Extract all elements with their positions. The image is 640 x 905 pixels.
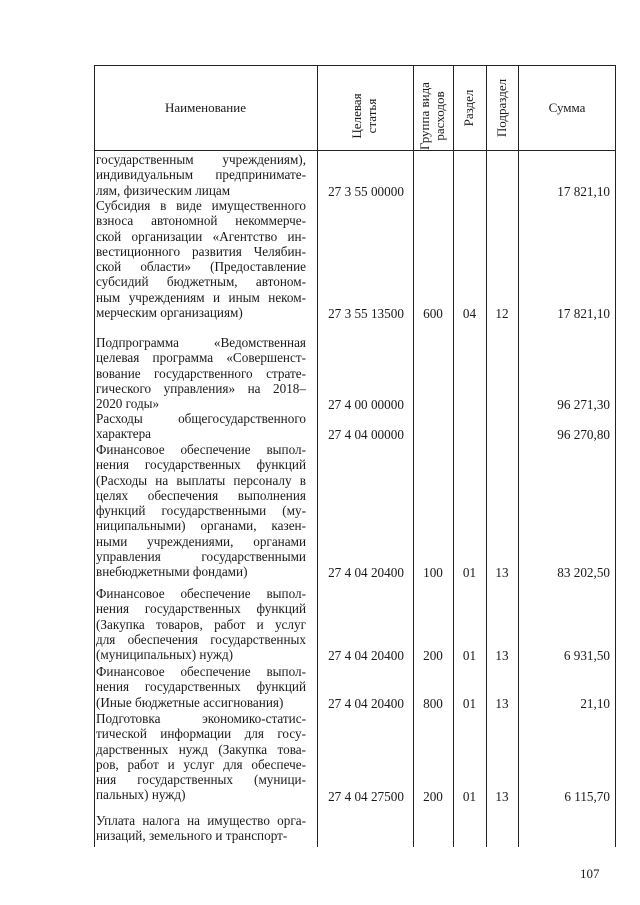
row-name-line: для обеспечения государственных [96, 631, 306, 647]
row-sum: 17 821,10 [557, 183, 610, 199]
row-name-line: мерческим организациям) [96, 305, 243, 321]
row-section: 01 [462, 648, 477, 664]
row-name [96, 586, 306, 662]
row-target-article: 27 4 04 20400 [328, 565, 404, 581]
row-name-line: управления государственными [96, 549, 306, 565]
row-expense-group: 200 [423, 788, 443, 804]
header-section: Раздел [461, 89, 476, 127]
row-name-line: субсидий бюджетным, автоном- [96, 274, 306, 290]
row-subsection: 13 [495, 695, 509, 711]
row-name [96, 152, 306, 198]
row-name-line: индивидуальным предпринимате- [96, 167, 306, 183]
header-name: Наименование [165, 100, 246, 115]
row-sum: 17 821,10 [557, 306, 610, 322]
row-name-line: нения государственных функций [96, 679, 306, 695]
row-name-line: Субсидия в виде имущественного [96, 198, 306, 213]
row-name-line: нения государственных функций [96, 601, 306, 617]
row-section: 01 [462, 695, 477, 711]
row-name-line: лям, физическим лицам [96, 182, 231, 198]
column-divider [317, 65, 318, 847]
row-name-line: Подпрограмма «Ведомственная [96, 335, 306, 350]
row-section: 01 [462, 565, 477, 581]
row-name [96, 813, 306, 844]
page-number: 107 [580, 866, 600, 881]
row-target-article: 27 3 55 13500 [328, 306, 404, 322]
row-subsection: 13 [495, 648, 509, 664]
row-sum: 83 202,50 [557, 565, 610, 581]
row-name-line: 2020 годы» [96, 396, 160, 412]
row-name [96, 198, 306, 320]
row-expense-group: 200 [423, 648, 443, 664]
row-name-line: ными учреждениями, органами [96, 533, 306, 549]
header-expense-group-line2: расходов [432, 91, 447, 141]
header-subsection: Подраздел [494, 78, 509, 138]
row-name-line: ным учреждениям и иным неком- [96, 289, 306, 305]
row-name [96, 664, 306, 710]
row-name-line: ской области» (Предоставление [96, 259, 306, 275]
row-name [96, 711, 306, 803]
row-name [96, 335, 306, 411]
row-name-line: ния государственных (муници- [96, 772, 306, 788]
row-target-article: 27 4 04 20400 [328, 648, 404, 664]
row-name-line: Финансовое обеспечение выпол- [96, 442, 306, 457]
row-subsection: 12 [495, 306, 509, 322]
row-name-line: целевая программа «Совершенст- [96, 350, 306, 366]
row-name-line: Уплата налога на имущество орга- [96, 813, 306, 828]
row-target-article: 27 4 04 00000 [328, 427, 404, 443]
row-name-line: низаций, земельного и транспорт- [96, 828, 288, 844]
row-name-line: Подготовка экономико-статис- [96, 711, 306, 726]
row-name-line: вование государственного страте- [96, 365, 306, 381]
row-name-line: нения государственных функций [96, 457, 306, 473]
header-target-article [349, 76, 381, 156]
row-name [96, 442, 306, 580]
row-target-article: 27 3 55 00000 [328, 183, 404, 199]
row-sum: 6 115,70 [564, 788, 610, 804]
column-divider [518, 65, 519, 847]
header-expense-group-line1: Группа вида [417, 82, 432, 150]
row-name-line: Расходы общегосударственного [96, 411, 306, 426]
header-target-article-line2: статья [364, 98, 379, 134]
row-expense-group: 600 [423, 306, 443, 322]
row-name-line: ниципальными) органами, казен- [96, 518, 306, 534]
row-sum: 21,10 [580, 695, 610, 711]
row-sum: 96 271,30 [557, 397, 610, 413]
row-expense-group: 100 [423, 565, 443, 581]
row-name-line: Финансовое обеспечение выпол- [96, 664, 306, 679]
row-name-line: дарственных нужд (Закупка това- [96, 741, 306, 757]
row-expense-group: 800 [423, 695, 443, 711]
row-name-line: (Закупка товаров, работ и услуг [96, 616, 306, 632]
column-divider [486, 65, 487, 847]
row-name-line: внебюджетными фондами) [96, 564, 248, 580]
row-section: 04 [462, 306, 477, 322]
row-name-line: (муниципальных) нужд) [96, 647, 234, 663]
row-subsection: 13 [495, 788, 509, 804]
row-name-line: ров, работ и услуг для обеспече- [96, 756, 306, 772]
row-section: 01 [462, 788, 477, 804]
row-name-line: вестиционного развития Челябин- [96, 243, 306, 259]
row-name-line: ской организации «Агентство ин- [96, 228, 306, 244]
row-target-article: 27 4 04 27500 [328, 788, 404, 804]
row-name-line: (Расходы на выплаты персоналу в [96, 472, 306, 488]
row-subsection: 13 [495, 565, 509, 581]
row-name [96, 411, 306, 442]
row-target-article: 27 4 04 20400 [328, 695, 404, 711]
header-sum: Сумма [548, 100, 586, 115]
row-name-line: государственным учреждениям), [96, 152, 306, 167]
row-name-line: тической информации для госу- [96, 726, 306, 742]
row-target-article: 27 4 00 00000 [328, 397, 404, 413]
row-sum: 6 931,50 [563, 648, 610, 664]
header-expense-group [417, 76, 449, 156]
row-name-line: гического управления» на 2018– [96, 380, 306, 396]
row-name-line: (Иные бюджетные ассигнования) [96, 694, 284, 710]
column-divider [413, 65, 414, 847]
row-name-line: Финансовое обеспечение выпол- [96, 586, 306, 601]
column-divider [453, 65, 454, 847]
row-sum: 96 270,80 [557, 427, 610, 443]
row-name-line: пальных) нужд) [96, 787, 186, 803]
header-target-article-line1: Целевая [349, 93, 364, 139]
row-name-line: взноса автономной некоммерче- [96, 213, 306, 229]
row-name-line: функций государственными (му- [96, 503, 306, 519]
row-name-line: целях обеспечения выполнения [96, 487, 306, 503]
row-name-line: характера [96, 426, 152, 442]
